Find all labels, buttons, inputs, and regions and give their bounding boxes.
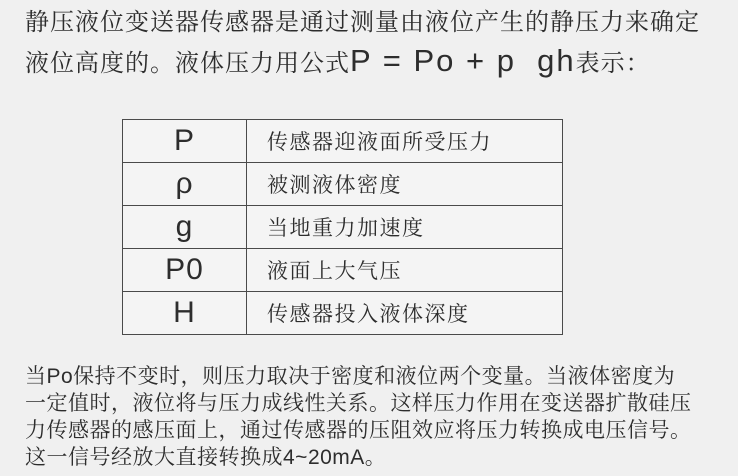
body-paragraph-line: 这一信号经放大直接转换成4~20mA。	[25, 446, 387, 469]
table-row	[123, 120, 563, 163]
intro-line-1: 静压液位变送器传感器是通过测量由液位产生的静压力来确定	[25, 9, 700, 36]
pressure-formula: P = Po + p gh	[350, 43, 576, 78]
intro-line2-suffix: 表示：	[575, 50, 651, 77]
symbol-cell: g	[123, 206, 247, 249]
symbol-definition-table	[122, 119, 563, 335]
table-row	[123, 163, 563, 206]
symbol-cell: ρ	[123, 163, 247, 206]
description-cell: 传感器投入液体深度	[247, 292, 563, 335]
intro-line2-prefix: 液位高度的。液体压力用公式	[25, 50, 350, 77]
intro-paragraph	[25, 4, 725, 84]
description-cell: 传感器迎液面所受压力	[247, 120, 563, 163]
table-row	[123, 249, 563, 292]
body-paragraph-line: 当Po保持不变时，则压力取决于密度和液位两个变量。当液体密度为	[25, 365, 676, 388]
table-row	[123, 206, 563, 249]
description-cell: 当地重力加速度	[247, 206, 563, 249]
symbol-table-body	[123, 120, 563, 335]
symbol-cell: H	[123, 292, 247, 335]
symbol-cell: P	[123, 120, 247, 163]
table-row	[123, 292, 563, 335]
intro-line-2	[25, 41, 725, 84]
body-paragraph-line: 力传感器的感压面上，通过传感器的压阻效应将压力转换成电压信号。	[25, 419, 692, 442]
symbol-cell: P0	[123, 249, 247, 292]
description-cell: 被测液体密度	[247, 163, 563, 206]
body-paragraph	[25, 363, 730, 471]
description-cell: 液面上大气压	[247, 249, 563, 292]
body-paragraph-line: 一定值时，液位将与压力成线性关系。这样压力作用在变送器扩散硅压	[25, 392, 692, 415]
